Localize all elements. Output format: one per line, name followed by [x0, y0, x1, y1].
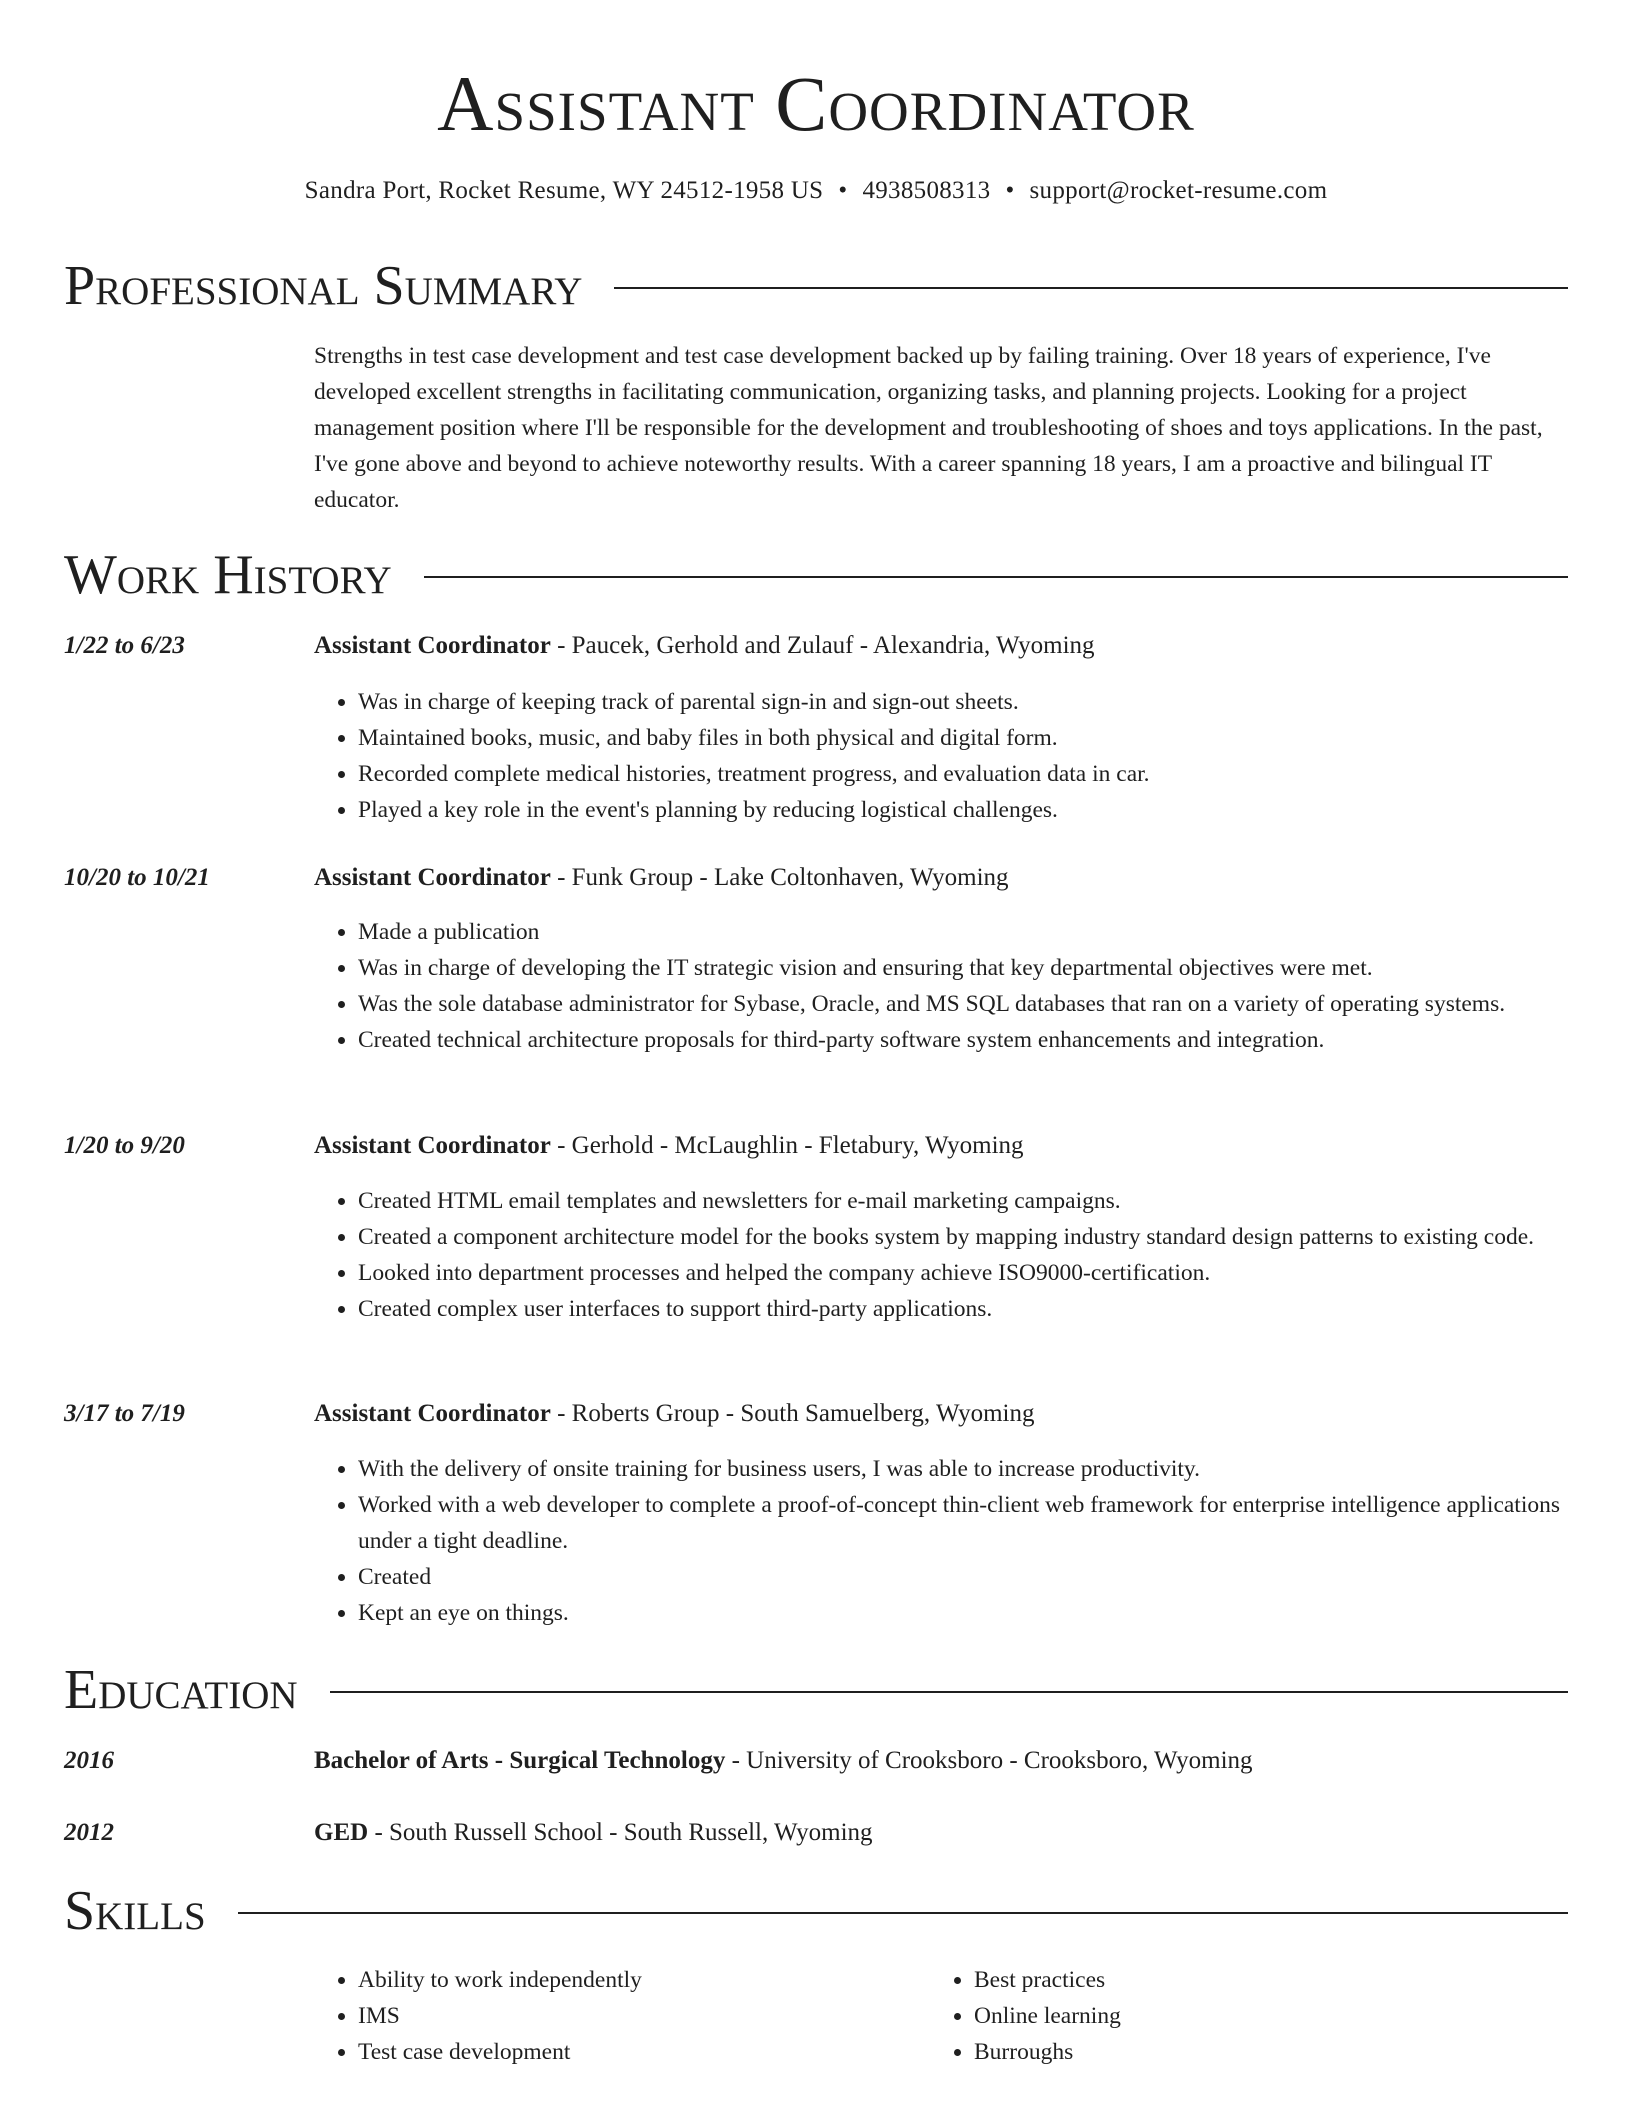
job-dates: 1/20 to 9/20 [64, 1132, 185, 1159]
education-degree: Bachelor of Arts - Surgical Technology [314, 1747, 726, 1774]
job-bullet: • Made a publication [358, 914, 1568, 950]
job-bullet: • Created complex user interfaces to support third-party applications. [358, 1291, 1568, 1327]
job-heading [314, 1398, 1568, 1430]
education-entry [64, 1817, 1568, 1849]
job-bullet: • Created [358, 1559, 1568, 1595]
job-header [64, 862, 1568, 894]
job-details: - Gerhold - McLaughlin - Fletabury, Wyoming [550, 1132, 1024, 1159]
skill-item: • Test case development [358, 2034, 918, 2070]
education-heading [314, 1817, 1568, 1849]
job-bullet: • Looked into department processes and helped the company achieve ISO9000-certification. [358, 1255, 1568, 1291]
job-bullet: • Recorded complete medical histories, treatment progress, and evaluation data in car. [358, 756, 1568, 792]
section-divider [238, 1912, 1568, 1914]
job-bullet: • Played a key role in the event's planning by reducing logistical challenges. [358, 792, 1568, 828]
job-header [64, 1398, 1568, 1430]
section-divider [424, 576, 1568, 578]
skill-item: • Burroughs [974, 2034, 1574, 2070]
job-dates: 1/22 to 6/23 [64, 632, 185, 659]
education-year: 2016 [64, 1747, 114, 1774]
education-section-heading [64, 1658, 1568, 1722]
contact-address: Sandra Port, Rocket Resume, WY 24512-1958 US [304, 177, 824, 204]
skills-list-left [314, 1962, 918, 2070]
section-title: Professional Summary [64, 255, 583, 317]
section-title: Education [64, 1659, 298, 1721]
summary-text: Strengths in test case development and test case development backed up by failing training. Over 18 years of experience, I've developed excellent strengths in facilitating communication, organizing tasks, and planning projects. Looking for a project management position where I'll be responsible for the development and troubleshooting of shoes and toys applications. In the past, I've gone above and beyond to achieve noteworthy results. With a career spanning 18 years, I am a proactive and bilingual IT educator. [314, 343, 1543, 513]
job-bullet-list [314, 1451, 1568, 1631]
education-year: 2012 [64, 1819, 114, 1846]
job-header [64, 630, 1568, 662]
job-bullet-list [314, 914, 1568, 1058]
job-bullet: • Worked with a web developer to complete a proof-of-concept thin-client web framework for enterprise intelligence applications under a tight deadline. [358, 1487, 1568, 1559]
section-title: Work History [64, 544, 392, 606]
job-details: - Paucek, Gerhold and Zulauf - Alexandria, Wyoming [550, 632, 1095, 659]
education-details: - South Russell School - South Russell, Wyoming [368, 1819, 873, 1846]
contact-email: support@rocket-resume.com [1029, 177, 1328, 204]
contact-separator: • [1005, 177, 1015, 204]
skill-item: • Ability to work independently [358, 1962, 918, 1998]
skills-list-right [930, 1962, 1574, 2070]
job-bullet: • Created HTML email templates and newsletters for e-mail marketing campaigns. [358, 1183, 1568, 1219]
job-title: Assistant Coordinator [314, 632, 551, 659]
skills-section-heading [64, 1879, 1568, 1943]
job-header [64, 1130, 1568, 1162]
contact-separator: • [838, 177, 848, 204]
job-title: Assistant Coordinator [314, 1400, 551, 1427]
education-entry [64, 1745, 1568, 1777]
job-bullet: • Created technical architecture proposals for third-party software system enhancements and integration. [358, 1022, 1568, 1058]
job-heading [314, 862, 1568, 894]
contact-line [0, 176, 1632, 206]
job-details: - Roberts Group - South Samuelberg, Wyoming [550, 1400, 1035, 1427]
job-bullet: • Was in charge of developing the IT strategic vision and ensuring that key departmental objectives were met. [358, 950, 1568, 986]
job-title: Assistant Coordinator [314, 1132, 551, 1159]
job-title: Assistant Coordinator [314, 864, 551, 891]
job-bullet: • Was in charge of keeping track of parental sign-in and sign-out sheets. [358, 684, 1568, 720]
job-dates: 10/20 to 10/21 [64, 864, 210, 891]
section-divider [614, 287, 1568, 289]
job-bullet: • Maintained books, music, and baby files in both physical and digital form. [358, 720, 1568, 756]
skill-item: • IMS [358, 1998, 918, 2034]
summary-section-heading [64, 254, 1568, 318]
work-section-heading [64, 543, 1568, 607]
job-bullet-list [314, 1183, 1568, 1327]
job-bullet: • Kept an eye on things. [358, 1595, 1568, 1631]
skill-item: • Online learning [974, 1998, 1574, 2034]
job-heading [314, 1130, 1568, 1162]
job-bullet: • Created a component architecture model for the books system by mapping industry standard design patterns to existing code. [358, 1219, 1568, 1255]
education-details: - University of Crooksboro - Crooksboro, Wyoming [725, 1747, 1253, 1774]
skill-item: • Best practices [974, 1962, 1574, 1998]
section-divider [330, 1691, 1568, 1693]
education-degree: GED [314, 1819, 369, 1846]
contact-phone: 4938508313 [862, 177, 991, 204]
education-heading [314, 1745, 1568, 1777]
job-details: - Funk Group - Lake Coltonhaven, Wyoming [550, 864, 1009, 891]
section-title: Skills [64, 1880, 206, 1942]
job-bullet-list [314, 684, 1568, 828]
job-dates: 3/17 to 7/19 [64, 1400, 185, 1427]
job-bullet: • Was the sole database administrator for Sybase, Oracle, and MS SQL databases that ran on a variety of operating systems. [358, 986, 1568, 1022]
job-bullet: • With the delivery of onsite training for business users, I was able to increase productivity. [358, 1451, 1568, 1487]
candidate-name: Assistant Coordinator [437, 60, 1195, 147]
job-heading [314, 630, 1568, 662]
